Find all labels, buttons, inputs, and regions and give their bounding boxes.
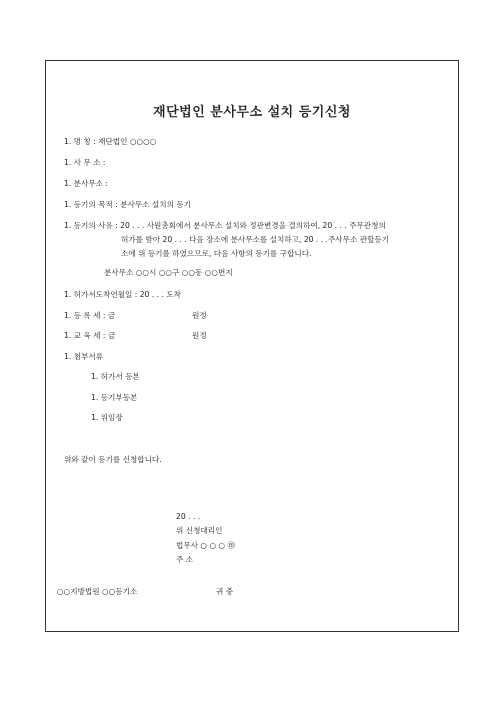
- item-education-tax: 1. 교 육 세 : 금: [64, 331, 116, 340]
- item-registration-tax: 1. 등 록 세 : 금: [64, 311, 116, 320]
- item-name: 1. 명 칭 : 재단법인 ○○○○: [64, 137, 157, 146]
- footer-recipient: 귀 중: [216, 587, 234, 596]
- item-permit-date: 1. 허가서도착연월일 : 20 . . . 도착: [64, 290, 181, 299]
- signature-date: 20 . . .: [176, 512, 201, 521]
- item-reason-line3: 소에 위 등기를 하였으므로, 다음 사항의 등기를 구합니다.: [121, 249, 312, 258]
- document-title: 재단법인 분사무소 설치 등기신청: [153, 105, 351, 120]
- item-office: 1. 사 무 소 :: [64, 158, 106, 167]
- attachment-power-of-attorney: 1. 위임장: [91, 413, 123, 422]
- registration-tax-unit: 원정: [192, 311, 207, 320]
- signature-lawyer: 법무사 ○ ○ ○ ㊞: [176, 541, 236, 550]
- attachment-registry-copy: 1. 등기부등본: [91, 393, 138, 402]
- footer-court: ○○지방법원 ○○등기소: [57, 587, 138, 596]
- item-reason-line2: 허가를 받아 20 . . . 다음 장소에 분사무소를 설치하고, 20 . . .주사무소 관할등기: [121, 235, 390, 244]
- education-tax-unit: 원정: [192, 331, 207, 340]
- signature-applicant: 위 신청대리인: [176, 526, 223, 535]
- item-attachments: 1. 첨부서류: [64, 352, 104, 361]
- attachment-permit-copy: 1. 허가서 등본: [91, 372, 140, 381]
- signature-address: 주 소: [176, 555, 194, 564]
- item-reason-line1: 1. 등기의 사유 : 20 . . . 사원총회에서 분사무소 설치와 정관변경을 결의하여, 20 . . . 주무관청의: [64, 221, 386, 230]
- item-purpose: 1. 등기의 목적 : 분사무소 설치의 등기: [64, 200, 191, 209]
- request-statement: 위와 같이 등기를 신청합니다.: [64, 455, 162, 464]
- branch-address: 분사무소 ○○시 ○○구 ○○동 ○○번지: [104, 268, 233, 277]
- item-branch: 1. 분사무소 :: [64, 179, 108, 188]
